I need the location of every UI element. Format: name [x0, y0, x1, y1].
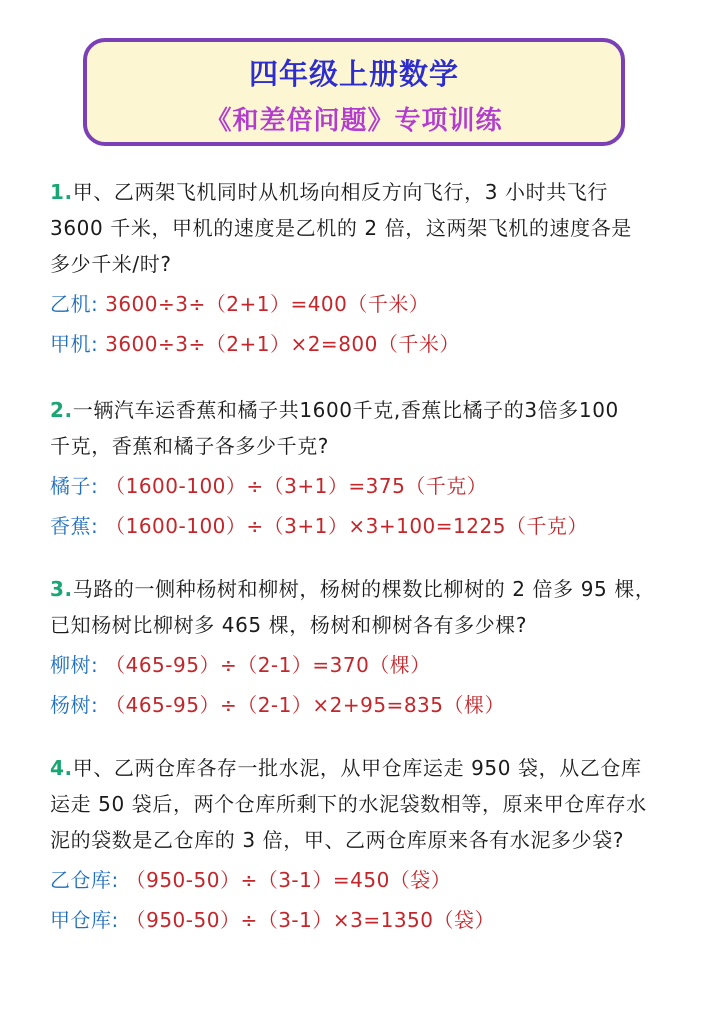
- problem-1: [50, 174, 680, 362]
- question-text: 甲、乙两仓库各存一批水泥，从甲仓库运走 950 袋，从乙仓库: [72, 756, 642, 780]
- answer-expression: 3600÷3÷（2+1）×2=800（千米）: [105, 332, 460, 356]
- answer-line: [50, 902, 680, 938]
- answer-line: [50, 647, 680, 683]
- question-line: 3600 千米，甲机的速度是乙机的 2 倍，这两架飞机的速度各是: [50, 216, 632, 240]
- question-line: 多少千米/时?: [50, 252, 172, 276]
- answer-line: [50, 508, 680, 544]
- answer-label: 杨树:: [50, 693, 99, 717]
- question-line: [50, 571, 680, 607]
- answer-label: 橘子:: [50, 474, 99, 498]
- problem-2: [50, 392, 680, 544]
- page-subtitle: 《和差倍问题》专项训练: [205, 106, 503, 136]
- question-line: 泥的袋数是乙仓库的 3 倍，甲、乙两仓库原来各有水泥多少袋?: [50, 828, 625, 852]
- problem-4: [50, 750, 680, 938]
- question-line: 运走 50 袋后，两个仓库所剩下的水泥袋数相等，原来甲仓库存水: [50, 792, 647, 816]
- answer-expression: （950-50）÷（3-1）=450（袋）: [125, 868, 452, 892]
- answer-expression: 3600÷3÷（2+1）=400（千米）: [105, 292, 430, 316]
- answer-line: [50, 687, 680, 723]
- answer-expression: （1600-100）÷（3+1）=375（千克）: [105, 474, 488, 498]
- problem-3: [50, 571, 680, 723]
- answer-line: [50, 326, 680, 362]
- question-line: [50, 392, 680, 428]
- question-line: [50, 750, 680, 786]
- question-line: 已知杨树比柳树多 465 棵，杨树和柳树各有多少棵?: [50, 613, 528, 637]
- answer-expression: （465-95）÷（2-1）×2+95=835（棵）: [105, 693, 505, 717]
- answer-label: 乙机:: [50, 292, 99, 316]
- problem-number: 3.: [50, 577, 73, 601]
- problem-number: 1.: [50, 180, 73, 204]
- answer-expression: （950-50）÷（3-1）×3=1350（袋）: [125, 908, 496, 932]
- answer-label: 乙仓库:: [50, 868, 119, 892]
- answer-expression: （1600-100）÷（3+1）×3+100=1225（千克）: [105, 514, 588, 538]
- answer-label: 甲机:: [50, 332, 99, 356]
- question-text: 马路的一侧种杨树和柳树，杨树的棵数比柳树的 2 倍多 95 棵，: [72, 577, 656, 601]
- problem-number: 4.: [50, 756, 73, 780]
- answer-label: 柳树:: [50, 653, 99, 677]
- question-text: 一辆汽车运香蕉和橘子共1600千克,香蕉比橘子的3倍多100: [72, 398, 619, 422]
- question-text: 甲、乙两架飞机同时从机场向相反方向飞行，3 小时共飞行: [72, 180, 609, 204]
- answer-line: [50, 862, 680, 898]
- title-banner: [83, 38, 625, 146]
- answer-line: [50, 468, 680, 504]
- answer-label: 甲仓库:: [50, 908, 119, 932]
- page-title: 四年级上册数学: [248, 57, 459, 91]
- answer-expression: （465-95）÷（2-1）=370（棵）: [105, 653, 431, 677]
- answer-line: [50, 286, 680, 322]
- answer-label: 香蕉:: [50, 514, 99, 538]
- question-line: [50, 174, 680, 210]
- question-line: 千克，香蕉和橘子各多少千克?: [50, 434, 330, 458]
- problem-number: 2.: [50, 398, 73, 422]
